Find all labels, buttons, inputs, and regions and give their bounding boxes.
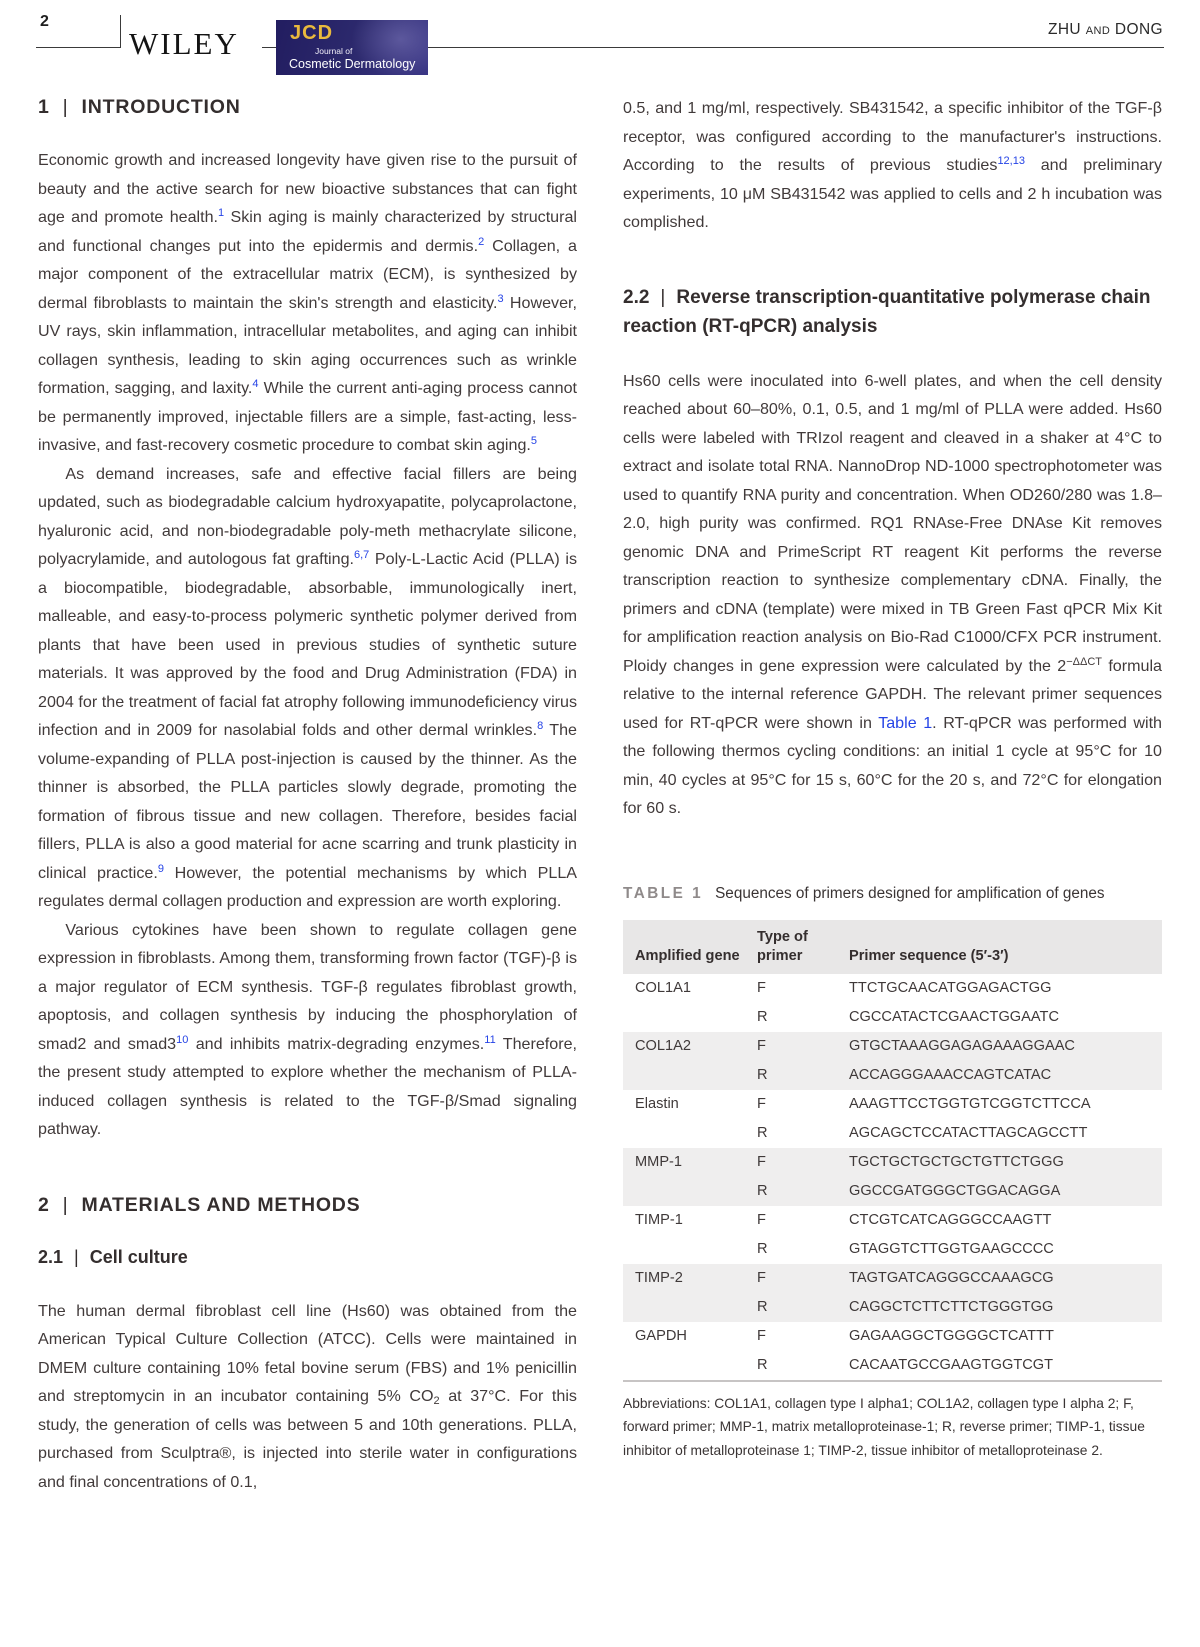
article-body [0,86,1200,1496]
subsection-title: Cell culture [89,1246,188,1267]
primer-table [623,920,1162,1382]
sequence-cell: AGCAGCTCCATACTTAGCAGCCTT [849,1124,1088,1141]
sequence-cell: TGCTGCTGCTGCTGTTCTGGG [849,1153,1064,1170]
text-run: However, the potential mechanisms by which PLLA regulates dermal collagen production and expression are worth exploring. [38,863,578,910]
gene-cell: COL1A2 [635,1037,691,1054]
table-row [623,1351,1162,1381]
gene-cell: COL1A1 [635,979,691,996]
header-tick [120,15,121,48]
text-run: and preliminary experiments, 10 μM SB431542 was applied to cells and 2 h incubation was complished. [623,156,1162,231]
table-row [623,1061,1162,1090]
type-cell: R [757,1240,768,1257]
col-header-type: Type of primer [757,928,808,964]
running-head-author2: DONG [1114,21,1163,38]
subsection-heading-cell-culture [38,1244,577,1271]
section-separator: | [74,1246,79,1267]
paragraph-cell-culture-cont [623,94,1162,237]
sequence-cell: GAGAAGGCTGGGGCTCATTT [849,1327,1054,1344]
type-cell: F [757,1153,766,1170]
superscript-exponent: −ΔΔCT [1066,655,1103,668]
type-cell: R [757,1008,768,1025]
section-heading-materials-methods [38,1192,577,1218]
text-run: While the current anti-aging process cannot be permanently improved, injectable fillers are a simple, fast-acting, less-invasive, and fast-recovery cosmetic procedure to combat skin aging. [38,379,577,454]
reference-link[interactable]: 9 [157,862,164,875]
type-cell: F [757,1037,766,1054]
running-head-and: AND [1085,25,1111,37]
reference-link[interactable]: 4 [252,378,259,390]
gene-cell-empty [623,1177,757,1206]
text-run: 0.5, and 1 mg/ml, respectively. SB431542, a specific inhibitor of the TGF-β receptor, was configured according to the manufacturer's instructions. According to the results of previous studies [623,99,1162,174]
text-run: Collagen, a major component of the extracellular matrix (ECM), is synthesized by dermal fibroblasts to maintain the skin's strength and elasticity. [38,236,577,312]
gene-group-timp1 [623,1206,1162,1264]
gene-group-mmp1 [623,1148,1162,1206]
journal-logo-abbr: JCD [290,22,334,44]
text-run: at 37°C. For this study, the generation of cells was between 5 and 10th generations. PLLA, purchased from Sculptra®, is injected into sterile water in configurations and final concentrations of 0.1, [38,1387,577,1491]
text-run: Economic growth and increased longevity have given rise to the pursuit of beauty and the active search for new bioactive substances that can fight age and promote health. [38,151,577,226]
paragraph-cell-culture [38,1297,577,1497]
sequence-cell: AAAGTTCCTGGTGTCGGTCTTCCA [849,1095,1091,1112]
table-row [623,1264,1162,1293]
section-separator: | [62,96,69,118]
text-run: . RT-qPCR was performed with the following thermos cycling conditions: an initial 1 cycle at 95°C for 10 min, 40 cycles at 95°C for 15 s, 60°C for the 20 s, and 72°C for elongation for 60 s. [623,713,1162,817]
text-run: The volume-expanding of PLLA post-injection is caused by the thinner. As the thinner is absorbed, the PLLA particles slowly degrade, promoting the formation of fibrous tissue and new collagen. Therefore, besides facial fillers, PLLA is also a good material for acne scarring and trunk plasticity in clinical practice. [38,721,577,882]
table-row [623,1032,1162,1061]
gene-cell-empty [623,1061,757,1090]
paragraph-intro-1 [38,146,577,460]
page-number: 2 [40,13,49,30]
section-number: 2 [38,1193,50,1216]
text-run: Poly-L-Lactic Acid (PLLA) is a biocompatible, biodegradable, absorbable, immunologically inert, malleable, and easy-to-process polymeric synthetic polymer derived from plants that have been used in previous studies of synthetic suture materials. It was approved by the food and Drug Administration (FDA) in 2004 for the treatment of facial fat atrophy following immunodeficiency virus infection and in 2009 for nasolabial folds and other dermal wrinkles. [38,550,577,739]
reference-link[interactable]: 2 [478,235,485,248]
table-row [623,1003,1162,1032]
text-run: Therefore, the present study attempted to explore whether the mechanism of PLLA-induced collagen synthesis is related to the TGF-β/Smad signaling pathway. [38,1034,577,1138]
paragraph-intro-3 [38,916,577,1144]
sequence-cell: CTCGTCATCAGGGCCAAGTT [849,1211,1052,1228]
table-row [623,1206,1162,1235]
subsection-number: 2.1 [38,1246,64,1267]
reference-link[interactable]: 8 [537,720,544,732]
text-run: As demand increases, safe and effective facial fillers are being updated, such as biodegradable calcium hydroxyapatite, polycaprolactone, hyaluronic acid, and non-biodegradable poly-meth methacrylate silicone, polyacrylamide, and autologous fat grafting. [38,464,577,568]
table-row [623,1235,1162,1264]
col-header-gene: Amplified gene [635,947,740,964]
text-run: Various cytokines have been shown to regulate collagen gene expression in fibroblasts. Among them, transforming frown factor (TGF)-β is a major regulator of ECM synthesis. TGF-β regulates fibroblast growth, apoptosis, and collagen synthesis by inducing the phosphorylation of smad2 and smad3 [38,920,577,1053]
gene-group-gapdh [623,1322,1162,1381]
col-header-sequence: Primer sequence (5′-3′) [849,947,1009,964]
sequence-cell: CACAATGCCGAAGTGGTCGT [849,1356,1054,1373]
table-link[interactable]: Table 1 [878,713,933,732]
reference-link[interactable]: 11 [484,1033,496,1046]
subscript: 2 [433,1395,440,1407]
journal-logo [276,20,428,75]
reference-link[interactable]: 6,7 [354,549,370,561]
text-run: Hs60 cells were inoculated into 6-well plates, and when the cell density reached about 60–80%, 0.1, 0.5, and 1 mg/ml of PLLA were added. Hs60 cells were labeled with TRIzol reagent and cleaved in a shaker at 4°C to extract and isolate total RNA. NannoDrop ND-1000 spectrophotometer was used to quantify RNA purity and concentration. When OD260/280 was 1.8–2.0, high purity was confirmed. RQ1 RNAse-Free DNAse Kit removes genomic DNA and PrimeScript RT reagent Kit performs the reverse transcription reaction to synthesize complementary cDNA. Finally, the primers and cDNA (template) were mixed in TB Green Fast qPCR Mix Kit for amplification reaction analysis on Bio-Rad C1000/CFX PCR instrument. Ploidy changes in gene expression were calculated by the 2 [623,371,1162,675]
paragraph-intro-2 [38,460,577,916]
table-caption [623,881,1162,907]
running-head-author1: ZHU [1047,21,1082,38]
table-row [623,1177,1162,1206]
section-heading-introduction [38,94,577,120]
type-cell: F [757,1269,766,1286]
sequence-cell: ACCAGGGAAACCAGTCATAC [849,1066,1052,1083]
subsection-title: Reverse transcription-quantitative polymerase chain reaction (RT-qPCR) analysis [623,286,1151,337]
sequence-cell: GTGCTAAAGGAGAGAAAGGAAC [849,1037,1075,1054]
gene-group-timp2 [623,1264,1162,1322]
gene-group-col1a2 [623,1032,1162,1090]
gene-cell-empty [623,1119,757,1148]
section-separator: | [660,286,666,308]
journal-logo-line2: Cosmetic Dermatology [289,57,416,71]
table-row [623,1322,1162,1351]
text-run: Skin aging is mainly characterized by structural and functional changes put into the epidermis and dermis. [38,208,577,255]
table-footnote: Abbreviations: COL1A1, collagen type I alpha1; COL1A2, collagen type I alpha 2; F, forward primer; MMP-1, matrix metalloproteinase-1; R, reverse primer; TIMP-1, tissue inhibitor of metalloproteinase 1; TIMP-2, tissue inhibitor of metalloproteinase 2. [623,1395,1145,1458]
type-cell: R [757,1356,768,1373]
running-head [1048,21,1163,39]
text-run: formula relative to the internal reference GAPDH. The relevant primer sequences used for RT-qPCR were shown in [623,656,1162,732]
type-cell: F [757,979,766,996]
type-cell: R [757,1182,768,1199]
table-caption-label: TABLE 1 [623,884,704,902]
table-caption-text: Sequences of primers designed for amplification of genes [715,884,1105,902]
sequence-cell: CAGGCTCTTCTTCTGGGTGG [849,1298,1054,1315]
subsection-heading-rtqpcr [623,283,1162,341]
gene-cell: TIMP-1 [635,1211,683,1228]
paragraph-rtqpcr [623,367,1162,823]
reference-link[interactable]: 10 [176,1033,189,1046]
primer-table-head [623,920,1162,974]
type-cell: F [757,1211,766,1228]
type-cell: R [757,1066,768,1083]
reference-link[interactable]: 1 [218,207,225,219]
gene-cell: MMP-1 [635,1153,683,1170]
right-column [623,94,1162,1496]
sequence-cell: GTAGGTCTTGGTGAAGCCCC [849,1240,1054,1257]
text-run: The human dermal fibroblast cell line (Hs60) was obtained from the American Typical Culture Collection (ATCC). Cells were maintained in DMEM culture containing 10% fetal bovine serum (FBS) and 1% penicillin and streptomycin in an incubator containing 5% CO [38,1301,577,1405]
type-cell: F [757,1095,766,1112]
wiley-logo: WILEY [129,26,239,61]
sequence-cell: GGCCGATGGGCTGGACAGGA [849,1182,1061,1199]
left-column [38,94,577,1496]
gene-cell-empty [623,1293,757,1322]
reference-link[interactable]: 12,13 [997,155,1025,167]
sequence-cell: CGCCATACTCGAACTGGAATC [849,1008,1059,1025]
section-separator: | [62,1193,69,1216]
subsection-number: 2.2 [623,286,650,308]
section-number: 1 [38,96,50,118]
sequence-cell: TAGTGATCAGGGCCAAAGCG [849,1269,1054,1286]
header-rule-left [36,47,120,48]
reference-link[interactable]: 5 [530,435,538,447]
table-header-row [623,920,1162,974]
gene-cell: TIMP-2 [635,1269,683,1286]
gene-cell: Elastin [635,1095,679,1112]
table-row [623,1090,1162,1119]
gene-cell-empty [623,1003,757,1032]
text-run: However, UV rays, skin inflammation, intracellular metabolites, and aging can inhibit collagen synthesis, leading to skin aging occurrences such as wrinkle formation, sagging, and laxity. [38,293,577,397]
gene-cell: GAPDH [635,1327,687,1344]
journal-logo-line1: Journal of [315,46,353,56]
table-row [623,1119,1162,1148]
section-title: INTRODUCTION [81,96,241,118]
type-cell: F [757,1327,766,1344]
reference-link[interactable]: 3 [497,292,504,305]
table-row [623,1293,1162,1322]
gene-cell-empty [623,1351,757,1381]
sequence-cell: TTCTGCAACATGGAGACTGG [849,979,1052,996]
type-cell: R [757,1124,768,1141]
type-cell: R [757,1298,768,1315]
gene-group-elastin [623,1090,1162,1148]
text-run: and inhibits matrix-degrading enzymes. [188,1034,485,1053]
section-title: MATERIALS AND METHODS [81,1193,361,1216]
gene-group-col1a1 [623,974,1162,1032]
table-row [623,1148,1162,1177]
page-header [0,0,1200,86]
table-row [623,974,1162,1003]
gene-cell-empty [623,1235,757,1264]
